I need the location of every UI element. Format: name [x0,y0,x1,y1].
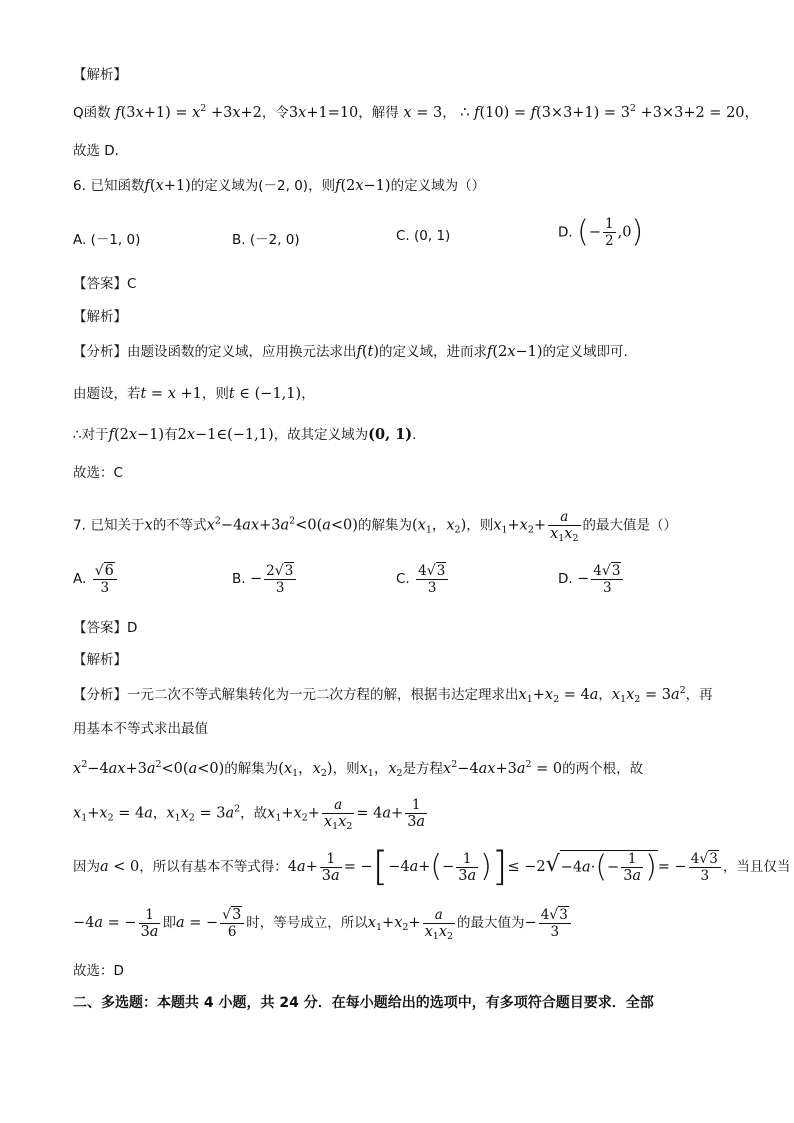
q7-step3-b: ，所以有基本不等式得： [139,859,288,875]
q7-step2-a: ， [152,805,167,822]
q6-choose: 故选：C [73,465,123,481]
q7-choose: 故选：D [73,963,124,979]
q6-step2: ∴对于f(2x−1)有2x−1∈(−1,1)，故其定义域为(0, 1). [73,426,417,443]
q5-mid3: ， [442,105,456,121]
q5-prefix: Q函数 [73,105,111,121]
q7-stem-d: ，则 [466,517,494,534]
q7-analysis-label: 【分析】 [73,687,127,703]
q6-answer: 【答案】C [73,276,137,292]
q7-stem-a: 已知关于 [90,517,145,534]
q6-jiexi: 【解析】 [73,309,127,325]
q7-analysis-c: ，再 [685,687,713,703]
q7-option-c-label: C. [396,571,410,587]
q7-step2: $x_1+x_2 = 4a$，$x_1x_2 = 3a^2$，故$x_1+x_2+$ $\frac{a}{x_1x_2}$ = 4a+ $\frac{1}{3a}$ [73,797,426,832]
q6-analysis-label: 【分析】 [73,344,127,360]
q6-step2-b: 有 [164,427,178,443]
q7-step3-c: ，当且仅当 [722,859,791,875]
q7-analysis-d: 用基本不等式求出最值 [73,721,208,737]
q6-stem: 6. 已知函数f(x+1)的定义域为(－2, 0)，则f(2x−1)的定义域为（） [73,178,486,194]
q7-stem-c: 的解集为 [357,517,412,534]
q7-options [0,562,794,602]
q7-option-a: A. $\frac{√6}{3}$ [73,562,119,596]
q5-solution-line: Q函数 $f(3x+1) = x^2 +3x+2$，令3x+1=10，解得 x = 3， ∴ $f(10) = f(3\times 3+1) = 3^2 +3\times 3+2 = 20$， [73,103,760,121]
q7-step4-b: 时，等号成立，所以 [246,915,368,931]
q7-option-b: B. − $\frac{2√3}{3}$ [232,562,298,596]
q7-step4: −4a = − $\frac{1}{3a}$ 即a = − $\frac{√3}{6}$ 时，等号成立，所以$x_1+x_2+$ $\frac{a}{x_1x_2}$ 的最大值为− $\frac{4√3}{3}$ [73,906,573,940]
q6-option-b: B. (－2, 0) [232,232,300,248]
q7-step4-a: 即 [162,915,176,931]
q6-stem-a: 已知函数 [90,178,145,194]
q6-analysis-b: 的定义域，进而求 [379,344,488,360]
q6-step2-e: . [412,427,417,443]
q5-conclusion: 故选 D. [73,143,119,159]
q7-stem: 7. 已知关于x的不等式$x^2-4ax+3a^2<0(a<0)$的解集为($x_1$，$x_2$)，则$x_1+x_2+$ $\frac{a}{x_1x_2}$ 的最大值是（） [73,509,678,544]
q7-step1-c: 是方程 [402,761,444,777]
q6-step2-c: ，故其定义域为 [273,427,369,443]
q6-analysis-c: 的定义域即可. [542,344,628,360]
q7-step1-d: 的两个根，故 [562,761,644,777]
q5-mid1: ，令 [261,105,289,121]
q6-step1: 由题设，若t = x +1，则t ∈ (−1,1)， [73,386,315,402]
q7-option-a-label: A. [73,571,87,587]
q6-stem-b: 的定义域为(－2, 0)，则 [190,178,336,194]
q6-options [0,214,794,250]
section-2-heading: 二、多选题：本题共 4 小题，共 24 分．在每小题给出的选项中，有多项符合题目要求．全部 [73,995,654,1011]
q7-option-c: C. $\frac{4√3}{3}$ [396,562,450,596]
q7-number: 7. [73,517,86,534]
q6-step1-b: ，则 [201,386,229,402]
q6-analysis: 【分析】由题设函数的定义域，应用换元法求出f(t)的定义域，进而求f(2x−1)的定义域即可. [73,344,628,360]
q7-step4-c: 的最大值为 [457,915,525,931]
q7-analysis-b: ， [598,687,612,703]
q7-step3-a: 因为 [73,859,100,875]
q6-analysis-a: 由题设函数的定义域，应用换元法求出 [127,344,357,360]
q6-option-d-label: D. [558,224,573,241]
q7-step1: $x^2-4ax+3a^2<0(a<0)$的解集为($x_1$，$x_2$)，则$x_1$，$x_2$是方程$x^2-4ax+3a^2 = 0$的两个根，故 [73,759,644,779]
q6-domain-result: (0, 1) [368,426,413,443]
q6-step1-c: ， [301,386,315,402]
q7-step1-b: ，则 [332,761,360,777]
q7-answer: 【答案】D [73,620,138,636]
q7-step1-a: 的解集为 [224,761,279,777]
q6-option-a: A. (－1, 0) [73,232,141,248]
q7-jiexi: 【解析】 [73,652,127,668]
therefore-symbol: ∴ [460,105,470,121]
q6-option-d: D. (− $\frac{1}{2}$ ,0) [558,214,644,250]
q5-mid2: ，解得 [358,105,399,121]
q7-step2-b: ，故 [240,805,268,822]
q7-option-d: D. − $\frac{4√3}{3}$ [558,562,625,596]
q7-stem-e: 的最大值是（） [582,517,678,534]
q7-analysis-a: 一元二次不等式解集转化为一元二次方程的解，根据韦达定理求出 [127,687,519,703]
q6-step1-a: 由题设，若 [73,386,141,402]
q7-option-b-label: B. [232,571,246,587]
q6-stem-c: 的定义域为（） [390,178,486,194]
q7-analysis: 【分析】一元二次不等式解集转化为一元二次方程的解，根据韦达定理求出$x_1+x_2 = 4a$，$x_1x_2 = 3a^2$，再 [73,685,713,705]
q7-stem-b: 的不等式 [152,517,207,534]
q7-option-d-label: D. [558,571,573,587]
jiexi-label: 【解析】 [73,67,127,83]
q6-step2-a: ∴对于 [73,427,109,443]
q6-option-c: C. (0, 1) [396,228,451,244]
q7-step3: 因为a < 0，所以有基本不等式得：4a+ $\frac{1}{3a}$ = −[−4a+(− $\frac{1}{3a}$ )]≤ −2√−4a·(− $\frac{1}{3a}$ )= − $\frac{4√3}{3}$ ，当且仅当 [73,844,791,890]
q6-number: 6. [73,178,86,194]
